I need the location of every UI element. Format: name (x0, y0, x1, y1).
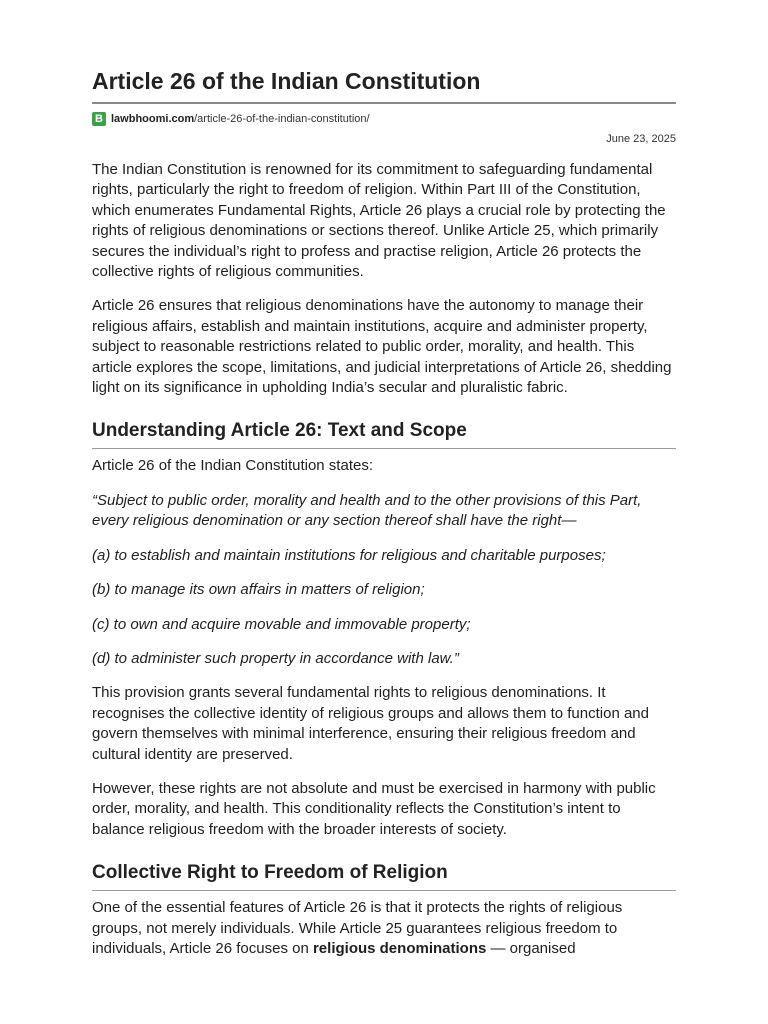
section-divider (92, 448, 676, 449)
section2-text-before: One of the essential features of Article 26 is that it protects the rights of religious groups, not merely individuals. While Article 25 guarantees religious freedom to individuals, Article 26 focuses on (92, 899, 623, 957)
section2-text-after: — organised (486, 939, 576, 957)
section-divider (92, 890, 676, 891)
clause-a: (a) to establish and maintain institutions for religious and charitable purposes; (92, 546, 606, 564)
site-favicon-icon: B (92, 112, 106, 126)
religious-denominations-emphasis: religious denominations (312, 939, 487, 957)
section-heading-text-scope: Understanding Article 26: Text and Scope (92, 420, 467, 442)
section1-lead: Article 26 of the Indian Constitution states: (92, 457, 373, 475)
clause-c: (c) to own and acquire movable and immovable property; (92, 615, 471, 633)
intro-paragraph-1: The Indian Constitution is renowned for its commitment to safeguarding fundamental rights, particularly the right to freedom of religion. Within Part III of the Constitution, which enumerates Fundamental Rights, Article 26 plays a crucial role by protecting the rights of religious denominations or sections thereof. Unlike Article 25, which primarily secures the individual’s right to profess and practise religion, Article 26 protects the collective rights of religious communities. (92, 161, 666, 281)
section1-paragraph-1: This provision grants several fundamental rights to religious denominations. It recognises the collective identity of religious groups and allows them to function and govern themselves with minimal interference, ensuring their religious freedom and cultural identity are preserved. (92, 684, 649, 763)
publish-date: June 23, 2025 (606, 133, 676, 145)
clause-d: (d) to administer such property in accordance with law.” (92, 649, 459, 667)
source-domain: lawbhoomi.com (111, 112, 195, 125)
section2-paragraph-1 (92, 898, 676, 959)
section1-paragraph-2: However, these rights are not absolute and must be exercised in harmony with public order, morality, and health. This conditionality reflects the Constitution’s intent to balance religious freedom with the broader interests of society. (92, 779, 656, 838)
quote-intro: “Subject to public order, morality and health and to the other provisions of this Part, every religious denomination or any section thereof shall have the right— (92, 491, 642, 530)
clause-b: (b) to manage its own affairs in matters of religion; (92, 581, 425, 599)
source-row (92, 110, 676, 127)
source-path: /article-26-of-the-indian-constitution/ (194, 112, 370, 125)
article-title: Article 26 of the Indian Constitution (92, 68, 481, 94)
intro-paragraph-2: Article 26 ensures that religious denominations have the autonomy to manage their religious affairs, establish and maintain institutions, acquire and administer property, subject to reasonable restrictions related to public order, morality, and health. This article explores the scope, limitations, and judicial interpretations of Article 26, shedding light on its significance in upholding India’s secular and pluralistic fabric. (92, 297, 672, 397)
source-url-link[interactable] (111, 113, 370, 125)
title-divider (92, 102, 676, 104)
section-heading-collective-right: Collective Right to Freedom of Religion (92, 862, 448, 884)
